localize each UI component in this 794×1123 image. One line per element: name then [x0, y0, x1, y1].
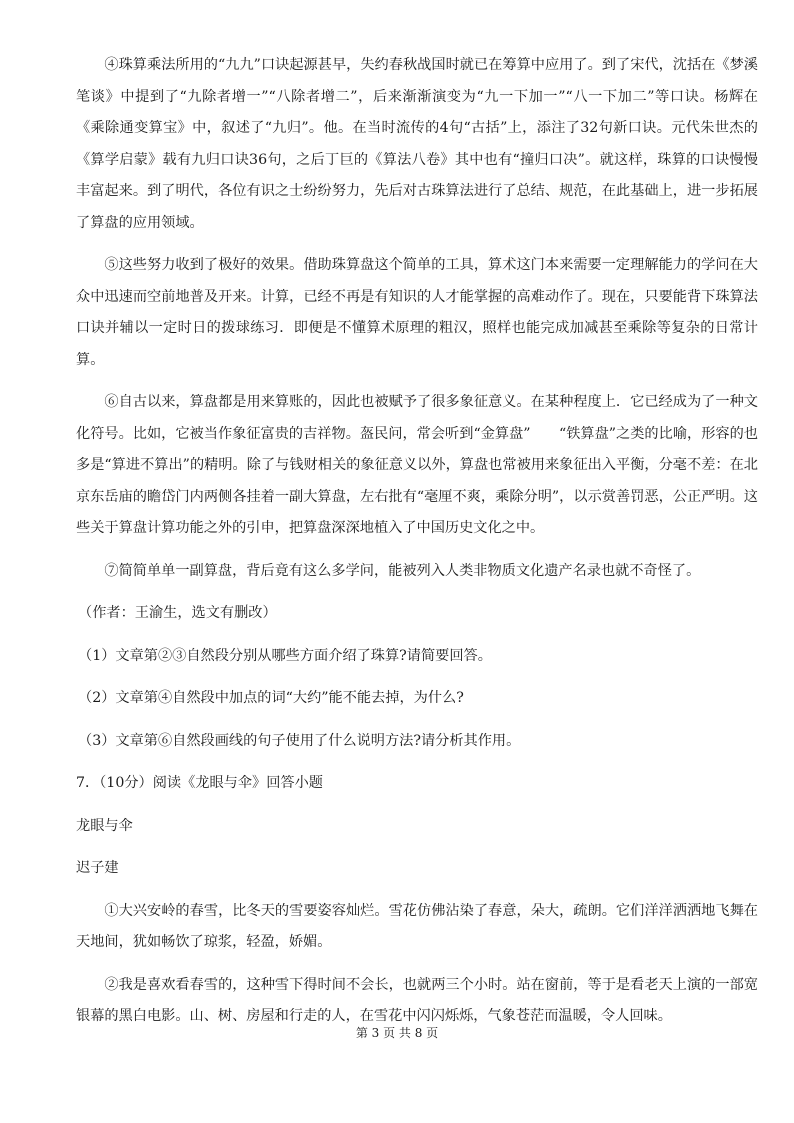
question-3: （3）文章第⑥自然段画线的句子使用了什么说明方法?请分析其作用。 [78, 732, 521, 749]
paragraph-6: ⑥自古以来，算盘都是用来算账的，因此也被赋予了很多象征意义。在某种程度上．它已经成为了一种文化符号。比如，它被当作象征富贵的吉祥物。盔民问，常会听到“金算盘” “铁算盘”之类的比喻，形容的也多是“算进不算出”的精明。除了与钱财相关的象征意义以外，算盘也常被用来象征出入平衡，分毫不差：在北京东岳庙的瞻岱门内两侧各挂着一副大算盘，左右批有“毫厘不爽，乘除分明”，以示赏善罚恶，公正严明。这些关于算盘计算功能之外的引申，把算盘深深地植入了中国历史文化之中。 [76, 394, 758, 536]
question-2: （2）文章第④自然段中加点的词“大约”能不能去掉，为什么? [78, 690, 464, 706]
paragraph-5: ⑤这些努力收到了极好的效果。借助珠算盘这个简单的工具，算术这门本来需要一定理解能力的学问在大众中迅速而空前地普及开来。计算，已经不再是有知识的人才能掌握的高难动作了。现在，只要能背下珠算法口诀并辅以一定时日的拨球练习．即便是不懂算术原理的粗汉，照样也能完成加减甚至乘除等复杂的日常计算。 [76, 257, 758, 368]
paragraph-7: ⑦简简单单一副算盘，背后竟有这么多学问，能被列入人类非物质文化遗产名录也就不奇怪了。 [104, 562, 701, 579]
paragraph-4: ④珠算乘法所用的“九九”口诀起源甚早，失约春秋战国时就已在筹算中应用了。到了宋代，沈括在《梦溪笔谈》中提到了“九除者增一”“八除者增二”，后来渐渐演变为“九一下加一”“八一下加二”等口诀。杨辉在《乘除通变算宝》中，叙述了“九归”。他。在当时流传的4句“古括”上，添注了32句新口诀。元代朱世杰的《算学启蒙》载有九归口诀36句，之后丁巨的《算法八卷》其中也有“撞归口决”。就这样，珠算的口诀慢慢丰富起来。到了明代，各位有识之士纷纷努力，先后对古珠算法进行了总结、规范，在此基础上，进一步拓展了算盘的应用领域。 [76, 57, 758, 231]
section-7-heading: 7．（10分）阅读《龙眼与伞》回答小题 [76, 775, 323, 791]
article-title: 龙眼与伞 [76, 817, 133, 834]
article-paragraph-2: ②我是喜欢看春雪的，这种雪下得时间不会长，也就两三个小时。站在窗前，等于是看老天上演的一部宽银幕的黑白电影。山、树、房屋和行走的人，在雪花中闪闪烁烁，气象苍茫而温暖，令人回味。 [76, 976, 758, 1024]
author-note: （作者：王渝生，选文有删改） [78, 605, 277, 621]
page-footer: 第 3 页 共 8 页 [355, 1026, 439, 1040]
document-body [76, 50, 758, 1044]
question-1: （1）文章第②③自然段分别从哪些方面介绍了珠算?请简要回答。 [78, 647, 492, 664]
article-paragraph-1: ①大兴安岭的春雪，比冬天的雪要姿容灿烂。雪花仿佛沾染了春意，朵大，疏朗。它们洋洋洒洒地飞舞在天地间，犹如畅饮了琼浆，轻盈，娇媚。 [76, 902, 758, 950]
article-author: 迟子建 [76, 860, 119, 876]
